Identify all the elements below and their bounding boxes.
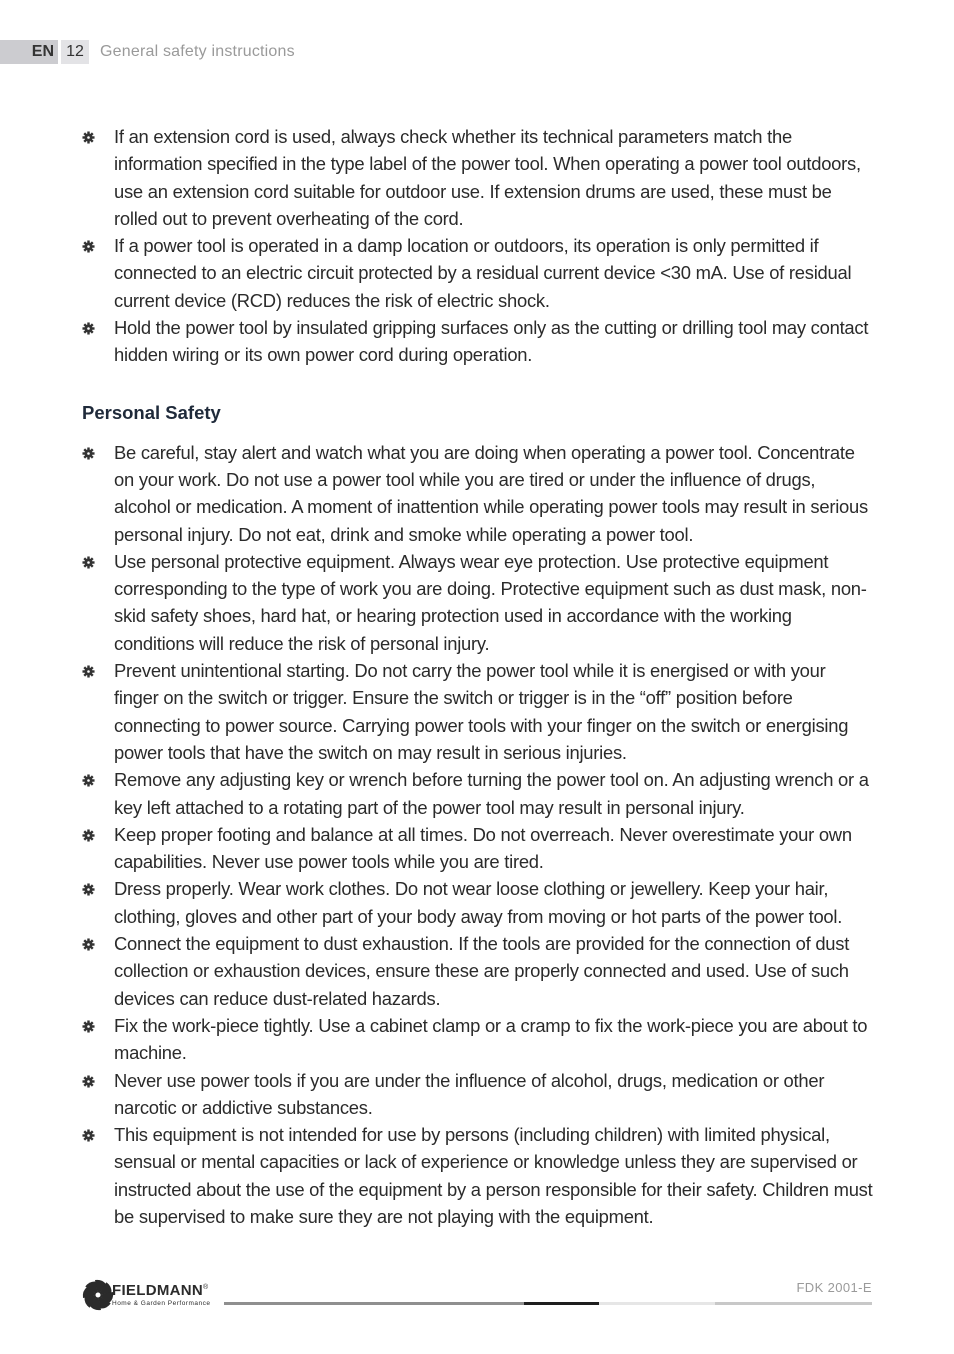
brand-logo <box>82 1278 222 1314</box>
gear-bullet-icon <box>82 1020 95 1033</box>
section-title: General safety instructions <box>100 43 295 60</box>
personal-safety-list-item <box>82 766 874 821</box>
fan-logo-icon <box>82 1278 114 1312</box>
gear-bullet-icon <box>82 447 95 460</box>
personal-safety-bullet-list <box>82 439 874 1231</box>
gear-bullet-icon <box>82 665 95 678</box>
bullet-text: Use personal protective equipment. Always wear eye protection. Use protective equipment corresponding to the type of work you are doing. Protective equipment such as dust mask, non-skid safety shoes, hard hat, or hearing protection used in accordance with the working conditions will reduce the risk of personal injury. <box>114 550 867 654</box>
gear-bullet-icon <box>82 240 95 253</box>
personal-safety-list-item <box>82 657 874 766</box>
language-badge: EN <box>0 40 58 64</box>
footer-divider-gray <box>224 1302 524 1305</box>
personal-safety-list-item <box>82 930 874 1012</box>
personal-safety-list-item <box>82 821 874 876</box>
personal-safety-list-item <box>82 439 874 548</box>
bullet-text: Remove any adjusting key or wrench before turning the power tool on. An adjusting wrench or a key left attached to a rotating part of the power tool may result in personal injury. <box>114 769 869 818</box>
registered-mark: ® <box>203 1284 209 1291</box>
brand-tagline: Home & Garden Performance <box>112 1300 211 1307</box>
bullet-text: Be careful, stay alert and watch what you are doing when operating a power tool. Concentrate on your work. Do not use a power tool while you are tired or under the influence of drugs, alcohol or medication. A moment of inattention while operating power tools may result in serious personal injury. Do not eat, drink and smoke while operating a power tool. <box>114 441 868 545</box>
gear-bullet-icon <box>82 829 95 842</box>
page-footer <box>82 1278 872 1318</box>
bullet-text: If an extension cord is used, always check whether its technical parameters match the information specified in the type label of the power tool. When operating a power tool outdoors, use an extension cord suitable for outdoor use. If extension drums are used, these must be rolled out to prevent overheating of the cord. <box>114 126 861 229</box>
page-number: 12 <box>61 40 89 64</box>
gear-bullet-icon <box>82 131 95 144</box>
bullet-text: Never use power tools if you are under the influence of alcohol, drugs, medication or other narcotic or addictive substances. <box>114 1069 825 1118</box>
bullet-text: Keep proper footing and balance at all times. Do not overreach. Never overestimate your own capabilities. Never use power tools while you are tired. <box>114 823 852 873</box>
footer-divider-mid <box>715 1302 872 1305</box>
gear-bullet-icon <box>82 556 95 569</box>
footer-divider-light <box>599 1302 715 1305</box>
bullet-text: If a power tool is operated in a damp location or outdoors, its operation is only permitted if connected to an electric circuit protected by a residual current device <30 mA. Use of residual current device (RCD) reduces the risk of electric shock. <box>114 235 852 311</box>
gear-bullet-icon <box>82 1075 95 1088</box>
model-code: FDK 2001-E <box>796 1280 872 1295</box>
bullet-text: Connect the equipment to dust exhaustion. If the tools are provided for the connection of dust collection or exhaustion devices, ensure these are properly connected and used. Use of such devices can reduce dust-related hazards. <box>114 933 850 1009</box>
brand-wordmark: FIELDMANN <box>112 1282 204 1299</box>
bullet-text: Prevent unintentional starting. Do not carry the power tool while it is energised or with your finger on the switch or trigger. Ensure the switch or trigger is in the “off” position before connecting to power source. Carrying power tools with your finger on the switch or energising power tools that have the switch on may result in serious injuries. <box>114 660 849 763</box>
gear-bullet-icon <box>82 1129 95 1142</box>
gear-bullet-icon <box>82 322 95 335</box>
footer-divider-dark <box>524 1302 599 1305</box>
personal-safety-list-item <box>82 875 874 930</box>
gear-bullet-icon <box>82 774 95 787</box>
personal-safety-heading: Personal Safety <box>82 401 221 423</box>
bullet-text: Dress properly. Wear work clothes. Do not wear loose clothing or jewellery. Keep your hair, clothing, gloves and other part of your body away from moving or hot parts of the power tool. <box>114 878 843 927</box>
gear-bullet-icon <box>82 883 95 896</box>
intro-bullet-list <box>82 123 874 369</box>
personal-safety-list-item <box>82 1067 874 1122</box>
bullet-text: Hold the power tool by insulated gripping surfaces only as the cutting or drilling tool may contact hidden wiring or its own power cord during operation. <box>114 317 869 366</box>
intro-list-item <box>82 232 874 314</box>
bullet-text: This equipment is not intended for use by persons (including children) with limited physical, sensual or mental capacities or lack of experience or knowledge unless they are supervised or instructed about the use of the equipment by a person responsible for their safety. Children must be supervised to make sure they are not playing with the equipment. <box>114 1124 873 1227</box>
page-content <box>82 123 874 1230</box>
gear-bullet-icon <box>82 938 95 951</box>
personal-safety-list-item <box>82 1121 874 1230</box>
brand-name <box>112 1282 209 1299</box>
intro-list-item <box>82 314 874 369</box>
personal-safety-list-item <box>82 1012 874 1067</box>
bullet-text: Fix the work-piece tightly. Use a cabinet clamp or a cramp to fix the work-piece you are about to machine. <box>114 1014 868 1064</box>
personal-safety-list-item <box>82 548 874 657</box>
intro-list-item <box>82 123 874 232</box>
